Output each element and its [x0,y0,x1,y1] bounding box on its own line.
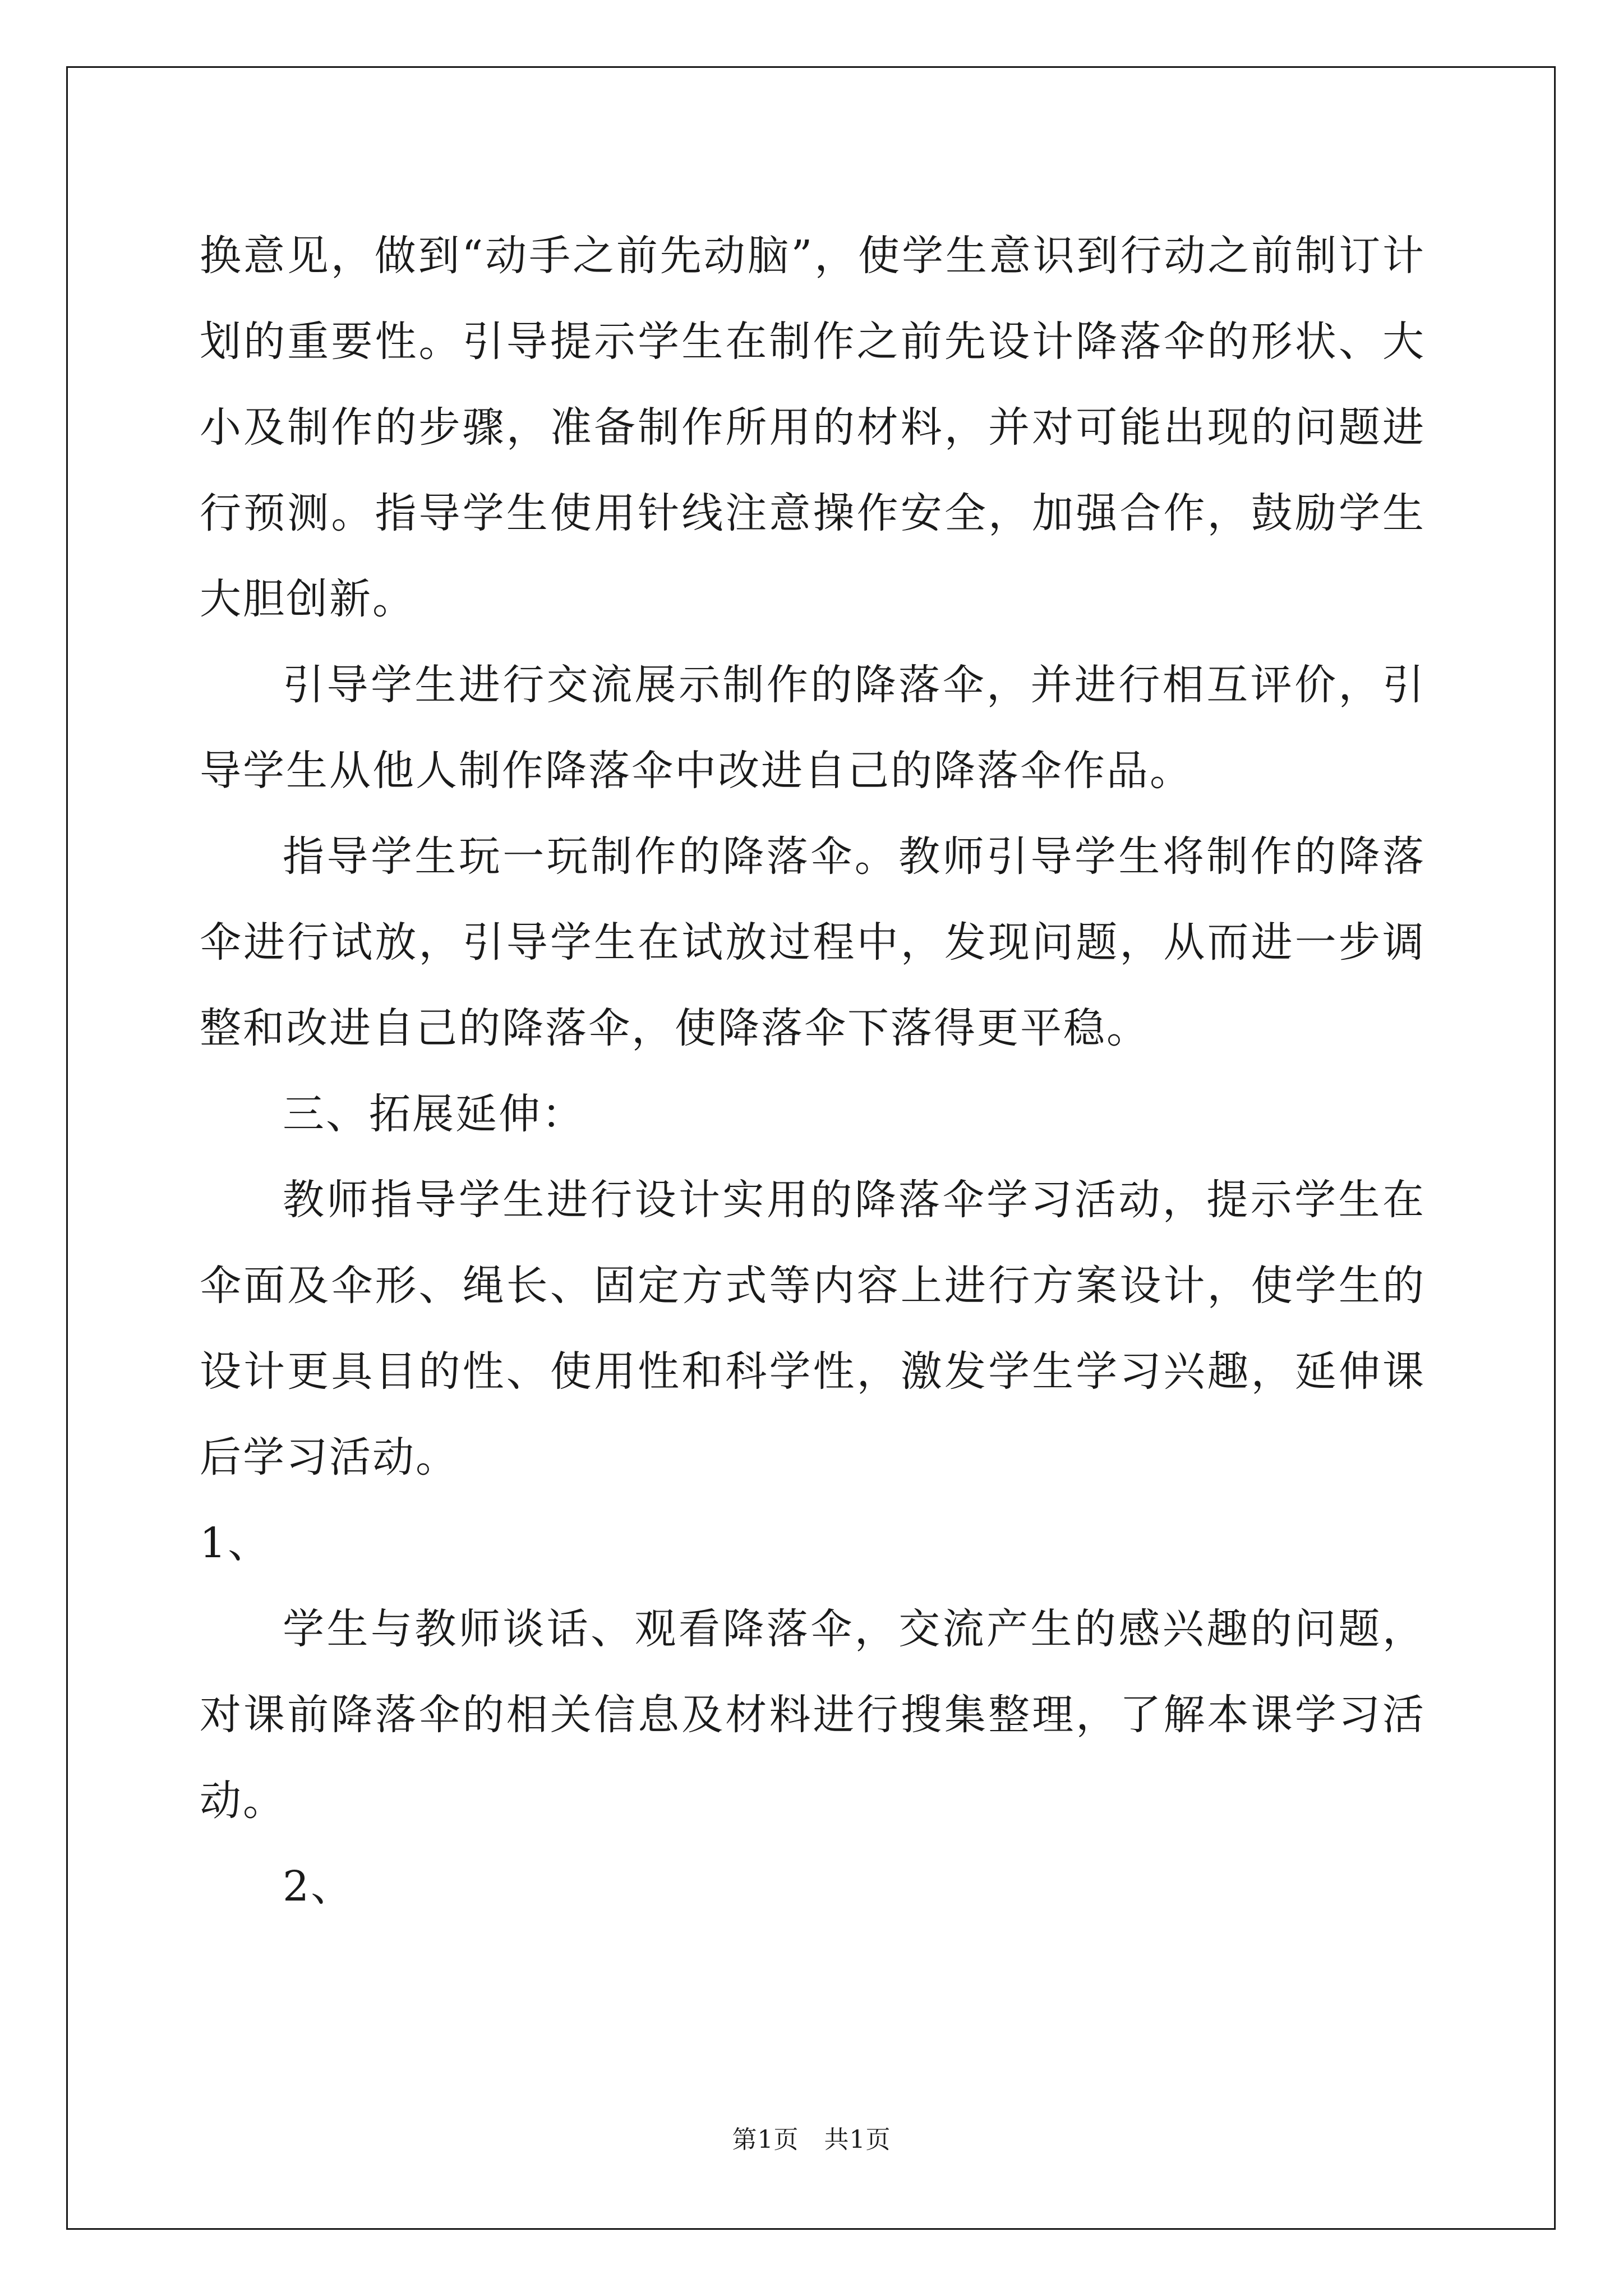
paragraph: 指导学生玩一玩制作的降落伞。教师引导学生将制作的降落伞进行试放，引导学生在试放过程中，发现问题，从而进一步调整和改进自己的降落伞，使降落伞下落得更平稳。 [200,832,1426,1052]
section-heading: 三、拓展延伸： [283,1090,585,1138]
list-number: 1、 [200,1519,271,1567]
paragraph: 学生与教师谈话、观看降落伞，交流产生的感兴趣的问题，对课前降落伞的相关信息及材料进行搜集整理，了解本课学习活动。 [200,1605,1426,1825]
paragraph: 引导学生进行交流展示制作的降落伞，并进行相互评价，引导学生从他人制作降落伞中改进自己的降落伞作品。 [200,661,1426,795]
list-number: 2、 [283,1862,354,1911]
page-number: 第1页 共1页 [732,2125,891,2154]
paragraph: 换意见，做到“动手之前先动脑”，使学生意识到行动之前制订计划的重要性。引导提示学生在制作之前先设计降落伞的形状、大小及制作的步骤，准备制作所用的材料，并对可能出现的问题进行预测。指导学生使用针线注意操作安全，加强合作，鼓励学生大胆创新。 [200,232,1426,623]
document-body [200,213,1426,1930]
paragraph: 教师指导学生进行设计实用的降落伞学习活动，提示学生在伞面及伞形、绳长、固定方式等内容上进行方案设计，使学生的设计更具目的性、使用性和科学性，激发学生学习兴趣，延伸课后学习活动。 [200,1176,1426,1481]
